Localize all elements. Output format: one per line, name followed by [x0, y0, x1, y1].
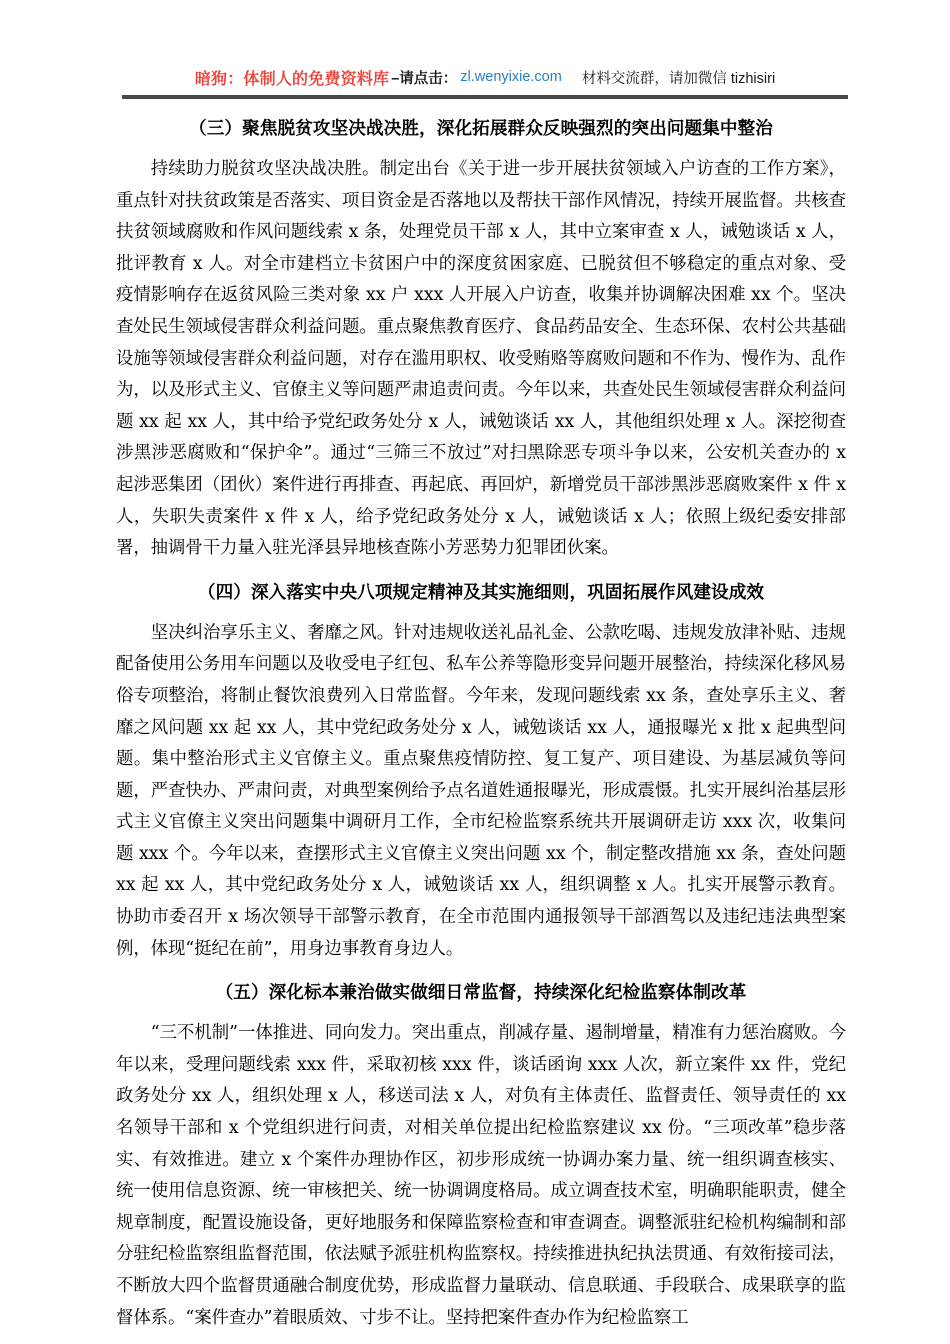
section-paragraph-5-1: “三不机制”一体推进、同向发力。突出重点，削减存量、遏制增量，精准有力惩治腐败。今年以来，受理问题线索 xxx 件，采取初核 xxx 件，谈话函询 xxx 人次，新立案件 xx 件，党纪政务处分 xx 人，组织处理 x 人，移送司法 x 人，对负有主体责任、监督责任、领导责任的 xx 名领导干部和 x 个党组织进行问责，对相关单位提出纪检监察建议 xx 份。“三项改革”稳步落实、有效推进。建立 x 个案件办理协作区，初步形成统一协调办案力量、统一组织调查核实、统一使用信息资源、统一审核把关、统一协调调度格局。成立调查技术室，明确职能职责，健全规章制度，配置设施设备，更好地服务和保障监察检查和审查调查。调整派驻纪检机构编制和部分驻纪检监察组监督范围，依法赋予派驻机构监察权。持续推进执纪执法贯通、有效衔接司法，不断放大四个监督贯通融合制度优势，形成监督力量联动、信息联通、手段联合、成果联享的监督体系。“案件查办”着眼质效、寸步不让。坚持把案件查办作为纪检监察工 — [116, 1023, 846, 1328]
document-body — [116, 112, 846, 1334]
section-paragraph-3-1: 持续助力脱贫攻坚决战决胜。制定出台《关于进一步开展扶贫领域入户访查的工作方案》，重点针对扶贫政策是否落实、项目资金是否落地以及帮扶干部作风情况，持续开展监督。共核查扶贫领域腐败和作风问题线索 x 条，处理党员干部 x 人，其中立案审查 x 人，诫勉谈话 x 人，批评教育 x 人。对全市建档立卡贫困户中的深度贫困家庭、已脱贫但不够稳定的重点对象、受疫情影响存在返贫风险三类对象 xx 户 xxx 人开展入户访查，收集并协调解决困难 xx 个。坚决查处民生领域侵害群众利益问题。重点聚焦教育医疗、食品药品安全、生态环保、农村公共基础设施等领域侵害群众利益问题，对存在滥用职权、收受贿赂等腐败问题和不作为、慢作为、乱作为，以及形式主义、官僚主义等问题严肃追责问责。今年以来，共查处民生领域侵害群众利益问题 xx 起 xx 人，其中给予党纪政务处分 x 人，诫勉谈话 xx 人，其他组织处理 x 人。深挖彻查涉黑涉恶腐败和“保护伞”。通过“三筛三不放过”对扫黑除恶专项斗争以来，公安机关查办的 x 起涉恶集团（团伙）案件进行再排查、再起底、再回炉，新增党员干部涉黑涉恶腐败案件 x 件 x 人，失职失责案件 x 件 x 人，给予党纪政务处分 x 人，诫勉谈话 x 人；依照上级纪委安排部署，抽调骨干力量入驻光泽县异地核查陈小芳恶势力犯罪团伙案。 — [116, 159, 846, 559]
banner-click-label: –请点击： — [391, 70, 458, 87]
section-block-3 — [116, 112, 846, 154]
section-heading-4: （四）深入落实中央八项规定精神及其实施细则，巩固拓展作风建设成效 — [197, 582, 765, 603]
section-heading-3: （三）聚焦脱贫攻坚决战决胜，深化拓展群众反映强烈的突出问题集中整治 — [189, 119, 773, 139]
section-heading-5: （五）深化标本兼治做实做细日常监督，持续深化纪检监察体制改革 — [215, 983, 747, 1004]
section-block-5 — [116, 965, 846, 1018]
section-paragraph-4-1: 坚决纠治享乐主义、奢靡之风。针对违规收送礼品礼金、公款吃喝、违规发放津补贴、违规配备使用公务用车问题以及收受电子红包、私车公养等隐形变异问题开展整治，持续深化移风易俗专项整治，将制止餐饮浪费列入日常监督。今年来，发现问题线索 xx 条，查处享乐主义、奢靡之风问题 xx 起 xx 人，其中党纪政务处分 x 人，诫勉谈话 xx 人，通报曝光 x 批 x 起典型问题。集中整治形式主义官僚主义。重点聚焦疫情防控、复工复产、项目建设、为基层减负等问题，严查快办、严肃问责，对典型案例给予点名道姓通报曝光，形成震慑。扎实开展纠治基层形式主义官僚主义突出问题集中调研月工作，全市纪检监察系统共开展调研走访 xxx 次，收集问题 xxx 个。今年以来，查摆形式主义官僚主义突出问题 xx 个，制定整改措施 xx 条，查处问题 xx 起 xx 人，其中党纪政务处分 x 人，诫勉谈话 xx 人，组织调整 x 人。扎实开展警示教育。协助市委召开 x 场次领导干部警示教育，在全市范围内通报领导干部酒驾以及违纪违法典型案例，体现“挺纪在前”，用身边事教育身边人。 — [116, 622, 846, 959]
promo-banner — [122, 62, 848, 92]
banner-title: 暗狗：体制人的免费资料库 — [194, 70, 390, 88]
banner-link[interactable]: zl.wenyixie.com — [460, 69, 562, 85]
section-block-4 — [116, 565, 846, 618]
header-divider — [122, 95, 848, 99]
banner-contact-note: 材料交流群，请加微信 tizhisiri — [581, 70, 776, 87]
